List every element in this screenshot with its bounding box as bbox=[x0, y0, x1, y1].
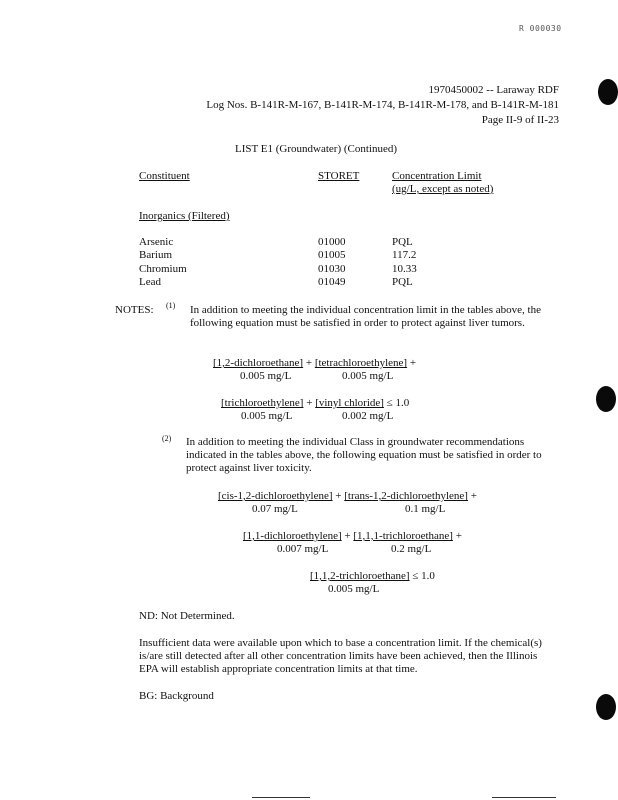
binder-hole-bottom bbox=[596, 694, 616, 720]
storet-code: 01030 bbox=[318, 263, 346, 275]
concentration-limit: PQL bbox=[392, 276, 413, 288]
column-header-constituent: Constituent bbox=[139, 170, 190, 182]
constituent-name: Arsenic bbox=[139, 236, 174, 248]
eq2-plus: + bbox=[452, 530, 462, 542]
notes-label: NOTES: bbox=[115, 304, 154, 316]
equation2-line1 bbox=[218, 490, 477, 502]
eq2-plus: + bbox=[467, 490, 477, 502]
concentration-limit: 117.2 bbox=[392, 249, 417, 261]
insufficient-data-paragraph: Insufficient data were available upon which to base a concentration limit. If the chemical(s) is/are still detected after all other concentration limits have been achieved, then the Illinois EPA will establish appropriate concentration limits at that time. bbox=[139, 637, 542, 675]
constituent-name: Chromium bbox=[139, 263, 187, 275]
eq1-term-vinyl-chloride: [vinyl chloride] bbox=[315, 397, 384, 409]
eq2-denominator-a: 0.07 mg/L bbox=[252, 503, 298, 515]
eq1-plus: + bbox=[303, 397, 316, 409]
equation1-line2 bbox=[221, 397, 409, 409]
footer-rule-left bbox=[252, 797, 310, 798]
binder-hole-middle bbox=[596, 386, 616, 412]
storet-code: 01005 bbox=[318, 249, 346, 261]
table-row bbox=[0, 263, 618, 276]
column-header-limit bbox=[392, 170, 493, 195]
binder-hole-top bbox=[598, 79, 618, 105]
eq2-term-cis-12-dichloroethylene: [cis-1,2-dichloroethylene] bbox=[218, 490, 333, 502]
eq2-plus: + bbox=[341, 530, 354, 542]
table-row bbox=[0, 249, 618, 262]
note1-marker: (1) bbox=[166, 301, 176, 310]
note2-text: In addition to meeting the individual Class in groundwater recommendations indicated in the tables above, the following equation must be satisfied in order to protect against liver toxicity. bbox=[186, 436, 542, 474]
equation2-line2 bbox=[243, 530, 462, 542]
eq2-denominator-e: 0.005 mg/L bbox=[328, 583, 380, 595]
concentration-limit: PQL bbox=[392, 236, 413, 248]
table-row bbox=[0, 236, 618, 249]
eq2-term-trans-12-dichloroethylene: [trans-1,2-dichloroethylene] bbox=[344, 490, 468, 502]
eq1-denominator-c: 0.005 mg/L bbox=[241, 410, 293, 422]
eq1-inequality: ≤ 1.0 bbox=[383, 397, 410, 409]
eq1-denominator-a: 0.005 mg/L bbox=[240, 370, 292, 382]
eq2-term-11-dichloroethylene: [1,1-dichloroethylene] bbox=[243, 530, 342, 542]
note2-marker: (2) bbox=[162, 434, 172, 443]
column-header-limit-line1: Concentration Limit bbox=[392, 170, 482, 182]
eq1-plus: + bbox=[303, 357, 315, 369]
nd-definition: ND: Not Determined. bbox=[139, 610, 235, 622]
eq2-denominator-d: 0.2 mg/L bbox=[391, 543, 432, 555]
storet-code: 01000 bbox=[318, 236, 346, 248]
concentration-limit: 10.33 bbox=[392, 263, 417, 275]
eq1-plus: + bbox=[407, 357, 417, 369]
eq2-plus: + bbox=[332, 490, 345, 502]
section-heading-inorganics: Inorganics (Filtered) bbox=[139, 210, 230, 222]
header-page-number: Page II-9 of II-23 bbox=[481, 114, 559, 126]
note1-text: In addition to meeting the individual concentration limit in the tables above, the following equation must be satisfied in order to protect against liver tumors. bbox=[190, 304, 541, 329]
eq1-term-tetrachloroethylene: [tetrachloroethylene] bbox=[314, 357, 408, 369]
list-title: LIST E1 (Groundwater) (Continued) bbox=[235, 143, 398, 155]
header-facility: 1970450002 -- Laraway RDF bbox=[428, 84, 559, 96]
eq2-denominator-b: 0.1 mg/L bbox=[405, 503, 446, 515]
eq2-term-111-trichloroethane: [1,1,1-trichloroethane] bbox=[353, 530, 453, 542]
eq1-term-12-dichloroethane: [1,2-dichloroethane] bbox=[213, 357, 304, 369]
eq2-term-112-trichloroethane: [1,1,2-trichloroethane] bbox=[310, 570, 410, 582]
column-header-storet: STORET bbox=[318, 170, 360, 182]
header-log-numbers: Log Nos. B-141R-M-167, B-141R-M-174, B-141R-M-178, and B-141R-M-181 bbox=[206, 99, 559, 111]
storet-code: 01049 bbox=[318, 276, 346, 288]
eq1-denominator-d: 0.002 mg/L bbox=[342, 410, 394, 422]
eq2-denominator-c: 0.007 mg/L bbox=[277, 543, 329, 555]
table-row bbox=[0, 276, 618, 289]
footer-rule-right bbox=[492, 797, 556, 798]
page-stamp: R 000030 bbox=[519, 24, 562, 33]
equation1-line1 bbox=[213, 357, 416, 369]
bg-definition: BG: Background bbox=[139, 690, 214, 702]
constituent-name: Barium bbox=[139, 249, 172, 261]
eq1-term-trichloroethylene: [trichloroethylene] bbox=[221, 397, 304, 409]
constituent-name: Lead bbox=[139, 276, 161, 288]
eq1-denominator-b: 0.005 mg/L bbox=[342, 370, 394, 382]
equation2-line3 bbox=[310, 570, 435, 582]
eq2-inequality: ≤ 1.0 bbox=[409, 570, 435, 582]
column-header-limit-line2: (ug/L, except as noted) bbox=[392, 183, 494, 195]
